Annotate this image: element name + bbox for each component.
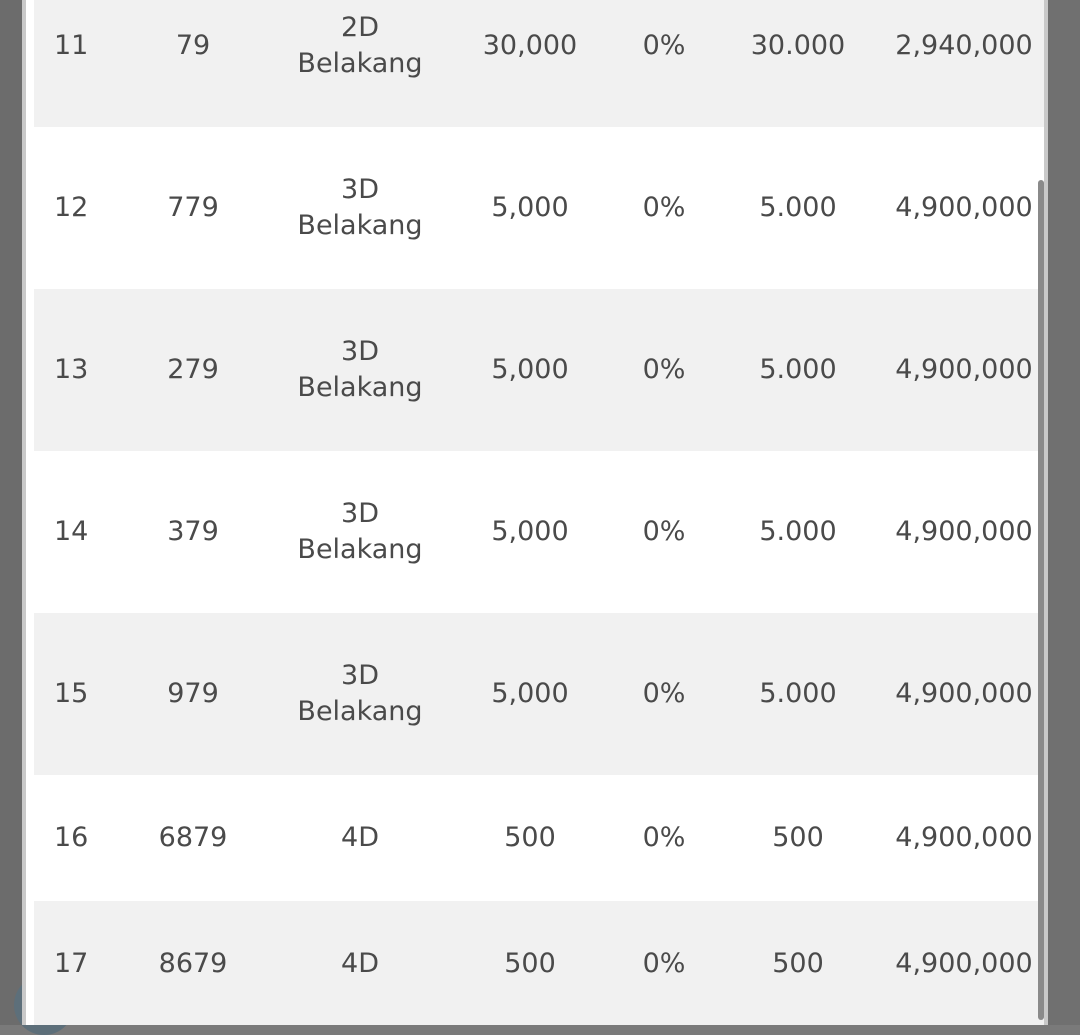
table-row [34,289,1048,451]
game-type [260,613,460,775]
pay-amount: 5.000 [759,354,837,385]
bet-number: 6879 [158,822,228,853]
table-row [34,901,1048,1025]
pay-amount: 5.000 [759,678,837,709]
game-type-line: Belakang [297,210,423,241]
discount: 0% [642,948,686,979]
win-amount: 4,900,000 [895,678,1033,709]
row-number: 12 [54,192,89,223]
pay-amount: 5.000 [759,516,837,547]
pay-amount: 500 [772,822,824,853]
discount: 0% [642,30,686,61]
table-row [34,127,1048,289]
bet-number: 979 [167,678,219,709]
game-type [260,775,460,901]
pay-amount: 5.000 [759,192,837,223]
row-number: 13 [54,354,89,385]
game-type-line: 3D [341,174,379,205]
game-type-line: Belakang [297,696,423,727]
background-page-edge-right [1048,0,1080,1025]
win-amount: 4,900,000 [895,354,1033,385]
row-number: 14 [54,516,89,547]
win-amount: 4,900,000 [895,822,1033,853]
row-number: 11 [54,30,89,61]
bet-detail-modal [22,0,1048,1025]
table-row [34,775,1048,901]
discount: 0% [642,678,686,709]
bet-number: 8679 [158,948,228,979]
row-number: 15 [54,678,89,709]
bet-amount: 500 [504,948,556,979]
pay-amount: 500 [772,948,824,979]
background-page-edge-left [0,0,22,1025]
game-type-line: 4D [341,822,379,853]
bet-amount: 30,000 [482,30,578,61]
discount: 0% [642,516,686,547]
game-type [260,289,460,451]
bet-number: 779 [167,192,219,223]
win-amount: 4,900,000 [895,516,1033,547]
game-type [260,0,460,127]
table-row [34,0,1048,127]
game-type-line: 2D [341,12,379,43]
discount: 0% [642,822,686,853]
row-number: 17 [54,948,89,979]
bet-number: 79 [175,30,211,61]
bet-amount: 500 [504,822,556,853]
win-amount: 4,900,000 [895,192,1033,223]
table-row [34,613,1048,775]
win-amount: 4,900,000 [895,948,1033,979]
discount: 0% [642,192,686,223]
modal-scrollbar[interactable] [1038,0,1044,1025]
win-amount: 2,940,000 [895,30,1033,61]
bet-amount: 5,000 [491,678,569,709]
bet-detail-table [34,0,1048,1025]
bet-number: 379 [167,516,219,547]
scrollbar-thumb[interactable] [1038,180,1044,1020]
game-type [260,451,460,613]
game-type-line: 4D [341,948,379,979]
game-type-line: 3D [341,336,379,367]
bet-amount: 5,000 [491,192,569,223]
table-row [34,451,1048,613]
game-type-line: 3D [341,660,379,691]
game-type-line: 3D [341,498,379,529]
bet-amount: 5,000 [491,354,569,385]
game-type-line: Belakang [297,534,423,565]
game-type [260,901,460,1025]
game-type [260,127,460,289]
pay-amount: 30.000 [750,30,846,61]
row-number: 16 [54,822,89,853]
game-type-line: Belakang [297,372,423,403]
game-type-line: Belakang [297,48,423,79]
discount: 0% [642,354,686,385]
bet-number: 279 [167,354,219,385]
bet-amount: 5,000 [491,516,569,547]
